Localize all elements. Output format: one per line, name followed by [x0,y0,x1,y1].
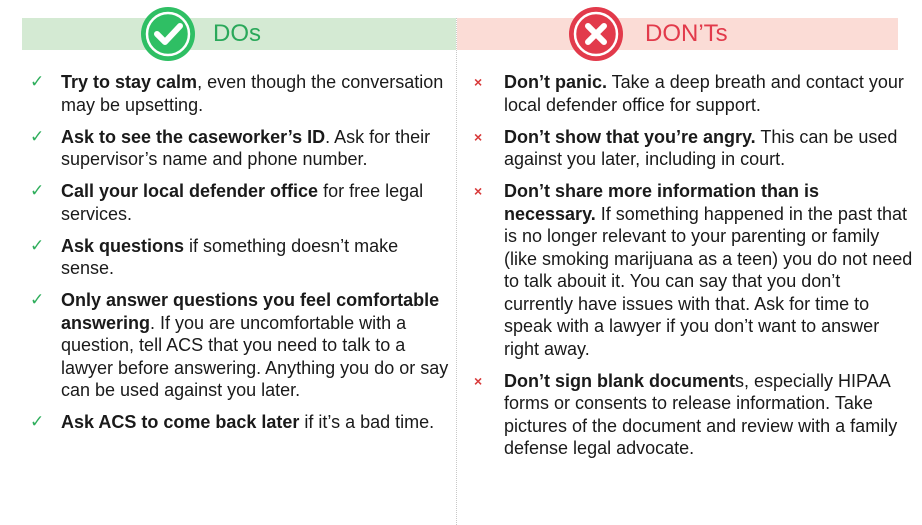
x-circle-icon [569,7,623,61]
item-bold-text: Ask ACS to come back later [61,412,300,432]
list-item [30,71,450,116]
checkmark-icon: ✓ [30,290,45,309]
item-bold-text: Don’t panic. [504,72,607,92]
item-text: s, especially HIPAA forms or consents to release information. Take pictures of the document and review with a family defense legal advocate. [504,370,898,458]
item-bold-text: Don’t share more information than is necessary. [504,181,820,224]
x-mark-icon: × [474,74,483,90]
checkmark-icon: ✓ [30,181,45,200]
x-mark-icon: × [474,128,483,145]
list-item [473,126,913,171]
item-bold-text: Call your local defender office [61,181,319,201]
item-bold-text: Don’t show that you’re angry. [504,126,756,147]
item-text: if something doesn’t make sense. [61,235,399,278]
donts-heading: DON’Ts [645,20,728,47]
item-text: , even though the conversation may be upsetting. [61,72,444,115]
x-mark-icon: × [474,372,483,389]
dos-heading: DOs [213,20,261,47]
item-text: . Ask for their supervisor’s name and phone number. [61,126,431,169]
checkmark-icon: ✓ [30,126,45,146]
dos-column [0,0,456,525]
list-item [473,180,913,360]
item-bold-text: Ask to see the caseworker’s ID [61,126,326,147]
item-text: if it’s a bad time. [299,412,435,432]
item-text: for free legal services. [61,181,424,224]
list-item [30,126,450,171]
item-text: Take a deep breath and contact your local defender office for support. [504,72,904,115]
checkmark-icon: ✓ [30,72,45,91]
item-bold-text: Ask questions [61,235,185,256]
donts-column [457,0,922,525]
list-item [473,370,913,460]
check-circle-icon [141,7,195,61]
checkmark-icon: ✓ [30,235,45,255]
item-text: . If you are uncomfortable with a question, tell ACS that you need to talk to a lawyer before answering. Anything you do or say can be used against you later. [61,312,449,400]
item-text: If something happened in the past that is no longer relevant to your parenting or family (like smoking marijuana as a teen) you do not need to talk abouit it. You can say that you don’t currently have issues with that. Ask for time to speak with a lawyer if you don’t want to answer right away. [504,203,913,359]
item-bold-text: Try to stay calm [61,72,198,92]
checkmark-icon: ✓ [30,412,45,431]
list-item [473,71,913,116]
item-text: This can be used against you later, including in court. [504,126,898,169]
list-item [30,235,450,280]
list-item [30,289,450,402]
item-bold-text: Only answer questions you feel comfortable answering [61,290,440,333]
dos-list [30,71,450,443]
donts-list [473,71,913,469]
list-item [30,411,450,434]
item-bold-text: Don’t sign blank document [504,370,736,391]
list-item [30,180,450,225]
x-mark-icon: × [474,183,483,199]
